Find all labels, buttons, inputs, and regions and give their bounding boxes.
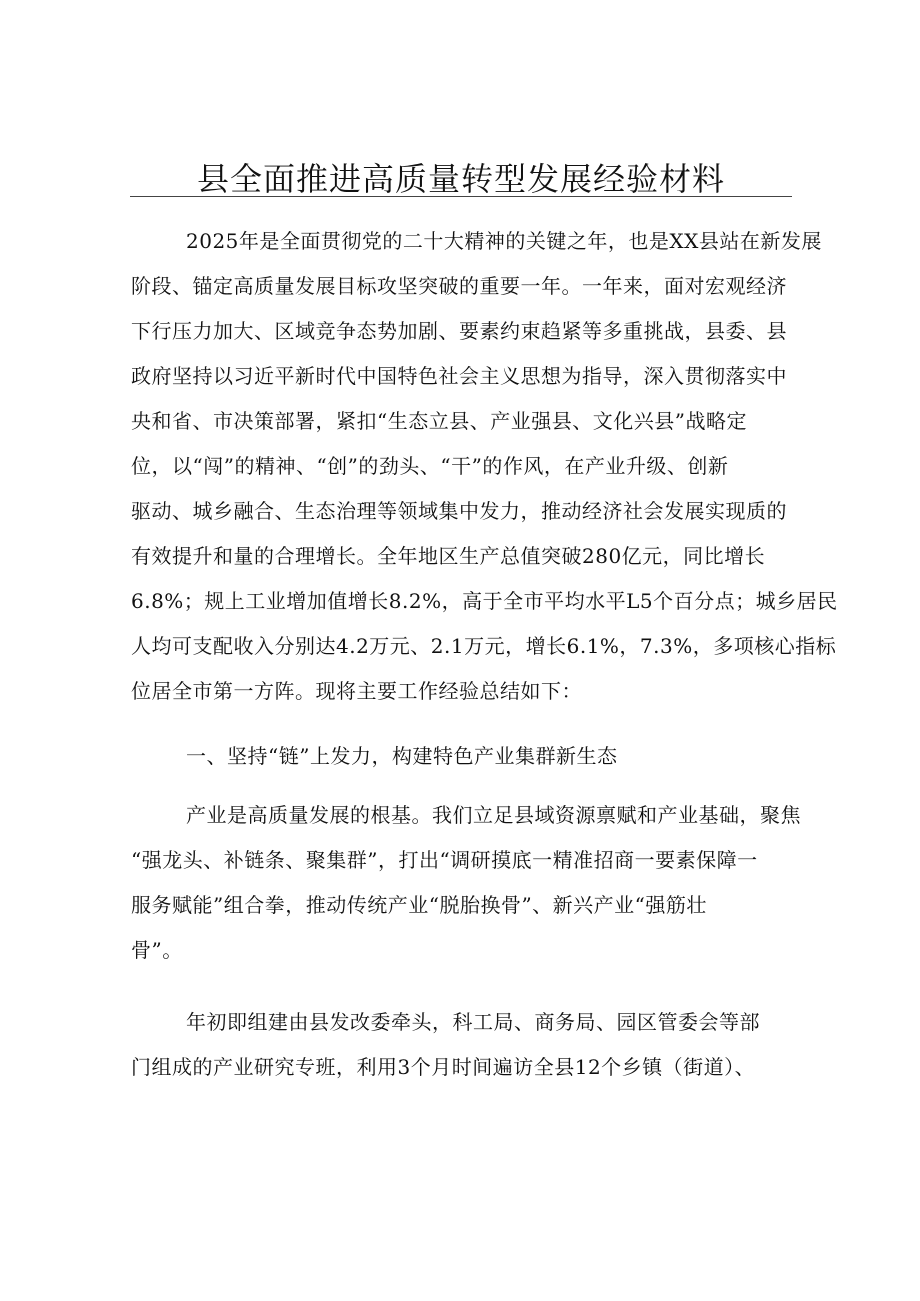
paragraph-1-line-2: 阶段、锚定高质量发展目标攻坚突破的重要一年。一年来，面对宏观经济	[131, 274, 787, 298]
paragraph-1-line-9: 6.8%；规上工业增加值增长8.2%，高于全市平均水平L5个百分点；城乡居民	[131, 589, 838, 613]
paragraph-2-line-3: 服务赋能”组合拳，推动传统产业“脱胎换骨”、新兴产业“强筋壮	[131, 893, 707, 917]
paragraph-1-line-11: 位居全市第一方阵。现将主要工作经验总结如下：	[131, 679, 582, 703]
paragraph-1-line-5: 央和省、市决策部署，紧扣“生态立县、产业强县、文化兴县”战略定	[131, 409, 747, 433]
document-title: 县全面推进高质量转型发展经验材料	[196, 160, 725, 198]
paragraph-1-line-6: 位，以“闯”的精神、“创”的劲头、“干”的作风，在产业升级、创新	[131, 454, 729, 478]
paragraph-2-line-4: 骨”。	[131, 938, 183, 962]
paragraph-1-line-7: 驱动、城乡融合、生态治理等领域集中发力，推动经济社会发展实现质的	[131, 499, 787, 523]
paragraph-3-line-2: 门组成的产业研究专班，利用3个月时间遍访全县12个乡镇（街道）、	[131, 1055, 756, 1079]
title-underline	[130, 196, 792, 197]
paragraph-1-line-8: 有效提升和量的合理增长。全年地区生产总值突破280亿元，同比增长	[131, 544, 766, 568]
paragraph-2-line-2: “强龙头、补链条、聚集群”，打出“调研摸底一精准招商一要素保障一	[131, 848, 758, 872]
paragraph-1-line-10: 人均可支配收入分别达4.2万元、2.1万元，增长6.1%，7.3%，多项核心指标	[131, 634, 837, 658]
paragraph-1-line-1: 2025年是全面贯彻党的二十大精神的关键之年，也是XX县站在新发展	[186, 229, 822, 253]
section-heading-1: 一、坚持“链”上发力，构建特色产业集群新生态	[186, 744, 618, 768]
paragraph-3-line-1: 年初即组建由县发改委牵头，科工局、商务局、园区管委会等部	[186, 1010, 760, 1034]
paragraph-1-line-4: 政府坚持以习近平新时代中国特色社会主义思想为指导，深入贯彻落实中	[131, 364, 787, 388]
paragraph-2-line-1: 产业是高质量发展的根基。我们立足县域资源禀赋和产业基础，聚焦	[186, 803, 801, 827]
paragraph-1-line-3: 下行压力加大、区域竞争态势加剧、要素约束趋紧等多重挑战，县委、县	[131, 319, 787, 343]
